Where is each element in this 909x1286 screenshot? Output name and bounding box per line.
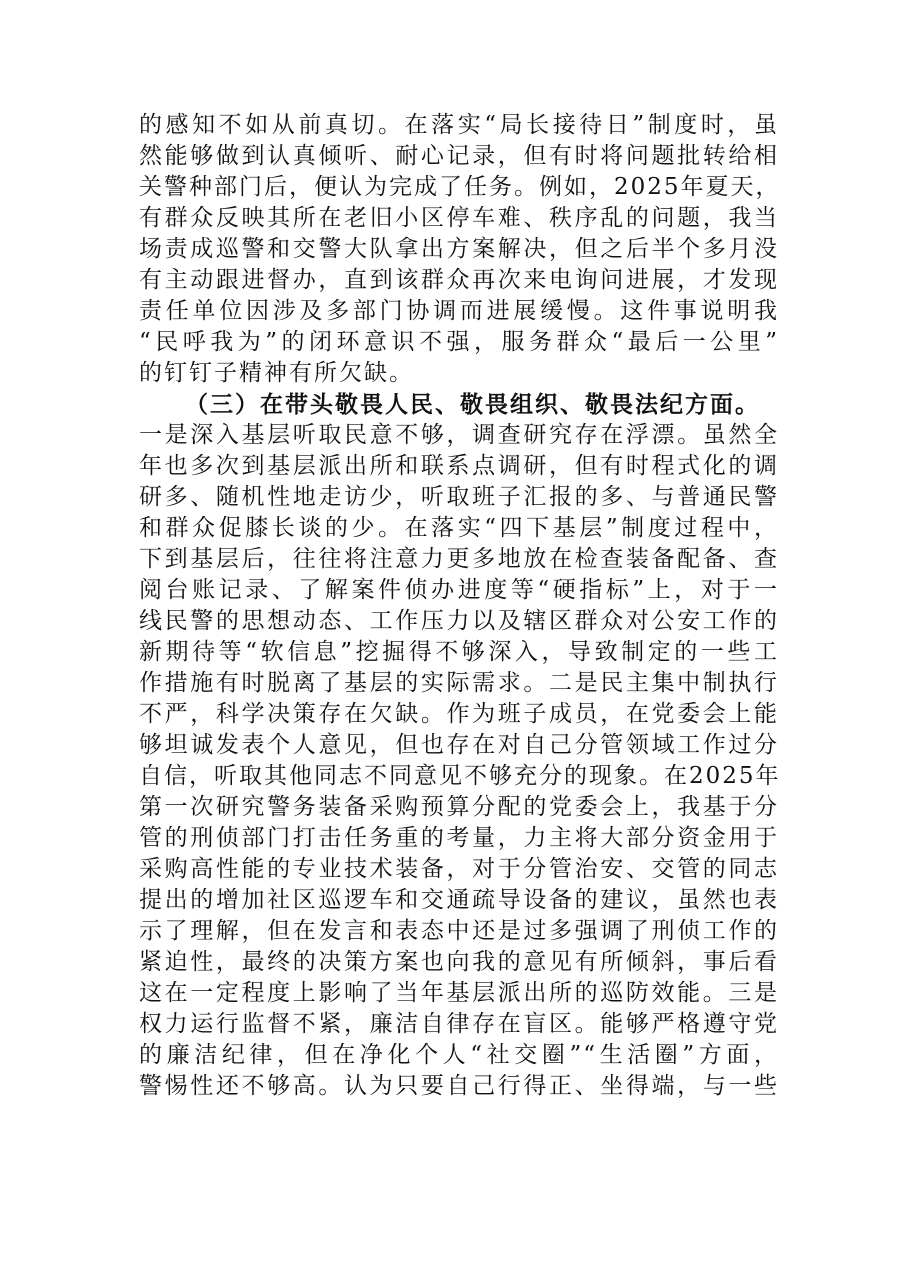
body-line: 然能够做到认真倾听、耐心记录，但有时将问题批转给相 [139, 143, 779, 169]
body-line: 够坦诚发表个人意见，但也存在对自己分管领域工作过分 [139, 732, 779, 758]
body-line: 一是深入基层听取民意不够，调查研究存在浮漂。虽然全 [139, 422, 779, 448]
body-line: 采购高性能的专业技术装备，对于分管治安、交管的同志 [139, 856, 779, 882]
body-line: 警惕性还不够高。认为只要自己行得正、坐得端，与一些 [139, 1073, 779, 1099]
body-line: 的感知不如从前真切。在落实“局长接待日”制度时，虽 [139, 112, 779, 138]
body-line: 示了理解，但在发言和表态中还是过多强调了刑侦工作的 [139, 918, 779, 944]
body-line: 线民警的思想动态、工作压力以及辖区群众对公安工作的 [139, 608, 779, 634]
body-line: 的钉钉子精神有所欠缺。 [139, 360, 414, 386]
body-line: 提出的增加社区巡逻车和交通疏导设备的建议，虽然也表 [139, 887, 779, 913]
section-heading: （三）在带头敬畏人民、敬畏组织、敬畏法纪方面。 [185, 391, 760, 418]
body-line: 场责成巡警和交警大队拿出方案解决，但之后半个多月没 [139, 236, 779, 262]
body-line: 作措施有时脱离了基层的实际需求。二是民主集中制执行 [139, 670, 779, 696]
body-line: “民呼我为”的闭环意识不强，服务群众“最后一公里” [139, 329, 779, 355]
body-line: 责任单位因涉及多部门协调而进展缓慢。这件事说明我 [139, 298, 779, 324]
body-line: 新期待等“软信息”挖掘得不够深入，导致制定的一些工 [139, 639, 779, 665]
body-line: 紧迫性，最终的决策方案也向我的意见有所倾斜，事后看 [139, 949, 779, 975]
body-line: 这在一定程度上影响了当年基层派出所的巡防效能。三是 [139, 980, 779, 1006]
body-line: 的廉洁纪律，但在净化个人“社交圈”“生活圈”方面， [139, 1042, 779, 1068]
body-line: 研多、随机性地走访少，听取班子汇报的多、与普通民警 [139, 484, 779, 510]
body-line: 权力运行监督不紧，廉洁自律存在盲区。能够严格遵守党 [139, 1011, 779, 1037]
body-line: 关警种部门后，便认为完成了任务。例如，2025年夏天， [139, 174, 781, 200]
body-line: 年也多次到基层派出所和联系点调研，但有时程式化的调 [139, 453, 779, 479]
body-line: 和群众促膝长谈的少。在落实“四下基层”制度过程中， [139, 515, 779, 541]
body-line: 阅台账记录、了解案件侦办进度等“硬指标”上，对于一 [139, 577, 779, 603]
body-line: 管的刑侦部门打击任务重的考量，力主将大部分资金用于 [139, 825, 779, 851]
body-line: 自信，听取其他同志不同意见不够充分的现象。在2025年 [139, 763, 781, 789]
body-line: 不严，科学决策存在欠缺。作为班子成员，在党委会上能 [139, 701, 779, 727]
body-line: 下到基层后，往往将注意力更多地放在检查装备配备、查 [139, 546, 779, 572]
body-line: 有群众反映其所在老旧小区停车难、秩序乱的问题，我当 [139, 205, 779, 231]
body-line: 第一次研究警务装备采购预算分配的党委会上，我基于分 [139, 794, 779, 820]
body-line: 有主动跟进督办，直到该群众再次来电询问进展，才发现 [139, 267, 779, 293]
document-body [139, 110, 779, 1102]
